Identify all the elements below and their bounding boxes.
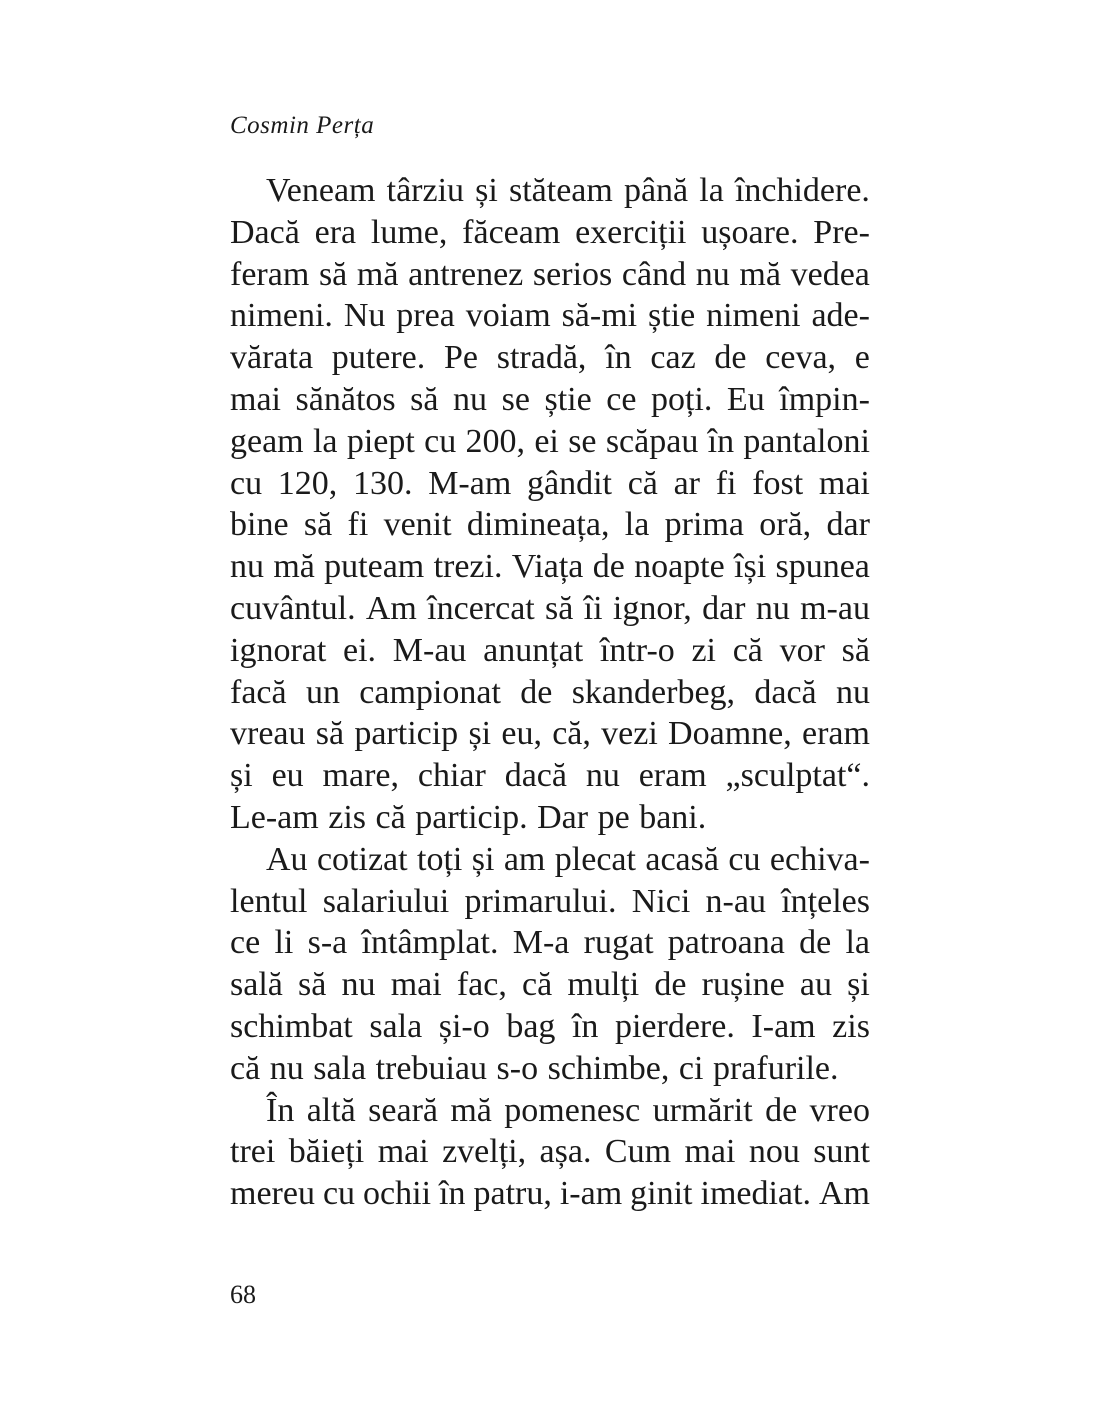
word: prafurile. [712, 1049, 839, 1087]
text-line [230, 212, 870, 254]
word: patru, [473, 1175, 552, 1213]
running-head-author: Cosmin Perța [230, 112, 375, 139]
word: sunt [813, 1133, 870, 1171]
text-line [230, 337, 870, 379]
word: până [623, 172, 689, 209]
text-line [230, 713, 870, 755]
word: de [520, 673, 553, 711]
text-line [230, 588, 870, 630]
word: caz [650, 339, 696, 377]
word: ei. [343, 631, 377, 669]
word: pe [597, 798, 630, 836]
word: ceva, [765, 339, 837, 377]
word: În [266, 1091, 295, 1129]
word: mă [356, 255, 399, 293]
word: vedea [790, 255, 870, 293]
word: facă [230, 673, 287, 711]
word: feram [230, 255, 310, 293]
word: și [468, 715, 492, 753]
word: M-au [392, 631, 467, 669]
word: că, [552, 715, 591, 753]
word: trei [230, 1133, 276, 1171]
word: să-mi [561, 297, 638, 335]
word: mă [739, 255, 781, 293]
text-line [230, 1131, 870, 1173]
word: mai [390, 966, 442, 1004]
word: pantaloni [743, 422, 870, 460]
word: de [799, 924, 832, 962]
word: Am [365, 589, 417, 627]
word: mulți [567, 966, 640, 1004]
word: un [305, 673, 340, 711]
word: Veneam [266, 172, 376, 209]
word: eram [801, 715, 870, 753]
word: la [699, 172, 724, 209]
word: nu [755, 589, 790, 627]
word: nimeni [706, 297, 801, 335]
word: mai [818, 464, 870, 502]
word: campionat [359, 673, 501, 711]
word: cu [728, 840, 761, 878]
word: să [318, 255, 348, 293]
word: ci [678, 1049, 704, 1087]
word: piept [346, 422, 415, 460]
word: sală [230, 966, 283, 1004]
word: că [732, 631, 763, 669]
word: lume, [370, 213, 448, 251]
word: întâmplat. [361, 924, 499, 962]
word: Pre- [813, 213, 870, 251]
word: trebuiau [375, 1049, 487, 1087]
word: 120, [277, 464, 338, 502]
word: nu [695, 255, 730, 293]
word: Le-am [230, 798, 319, 836]
word: oră, [759, 506, 812, 544]
text-line [230, 922, 870, 964]
word: în [605, 339, 632, 377]
word: că [375, 798, 406, 836]
word: eram [638, 757, 707, 795]
word: Dar [537, 798, 589, 836]
word: serios [532, 255, 613, 293]
word: sala [313, 1049, 367, 1087]
word: stradă, [496, 339, 587, 377]
word: m-au [800, 589, 870, 627]
word: anunțat [483, 631, 584, 669]
word: mai [230, 380, 281, 418]
word: Au [266, 840, 308, 878]
word: știe [648, 297, 696, 335]
word: să [298, 966, 327, 1004]
word: cu [230, 464, 263, 502]
word: ei [534, 422, 559, 460]
word: sala [369, 1007, 423, 1045]
word: patroana [667, 924, 785, 962]
word: e [854, 339, 870, 377]
word: la [845, 924, 870, 962]
word: ginit [630, 1175, 693, 1213]
word: în [707, 422, 735, 460]
word: zis [328, 798, 367, 836]
text-line [230, 504, 870, 546]
word: nou [748, 1133, 800, 1171]
word: că [627, 464, 658, 502]
word: am [503, 840, 546, 878]
word: vor [779, 631, 825, 669]
word: rugat [583, 924, 654, 962]
word: să [315, 715, 345, 753]
word: antrenez [408, 255, 524, 293]
word: stăteam [508, 172, 613, 209]
word: Pe [444, 339, 478, 377]
word: vezi [601, 715, 658, 753]
word: Nu [343, 297, 386, 335]
word: bag [506, 1007, 556, 1045]
word: gândit [527, 464, 612, 502]
word: n-au [705, 882, 766, 920]
word: mare, [322, 757, 399, 795]
word: mereu [230, 1175, 315, 1213]
word: i-am [559, 1175, 623, 1213]
word: înțeles [781, 882, 870, 920]
word: prea [396, 297, 455, 335]
word: Cum [604, 1133, 672, 1171]
word: încercat [427, 589, 535, 627]
word: geam [230, 422, 304, 460]
word: pomenesc [504, 1091, 641, 1129]
word: în [571, 1007, 599, 1045]
word: că [230, 1049, 261, 1087]
text-line [230, 797, 870, 839]
word: și [230, 757, 253, 795]
word: noapte [634, 548, 725, 586]
word: 130. [353, 464, 413, 502]
word: îi [583, 589, 603, 627]
word: Am [818, 1175, 870, 1213]
word: așa. [539, 1133, 592, 1171]
word: cu [424, 422, 457, 460]
word: echiva- [769, 840, 870, 878]
word: se [568, 422, 597, 460]
word: ignor, [612, 589, 692, 627]
word: vreo [809, 1091, 870, 1129]
word: „sculptat“. [725, 757, 870, 795]
word: s-o [496, 1049, 539, 1087]
text-line [230, 672, 870, 714]
word: zi [691, 631, 717, 669]
word: și-o [438, 1007, 490, 1045]
page-number: 68 [230, 1280, 256, 1309]
body-text [230, 170, 870, 1215]
word: ușoare. [701, 213, 799, 251]
word: Viața [511, 548, 584, 586]
word: ce [606, 380, 637, 418]
word: salariului [322, 882, 450, 920]
text-line [230, 295, 870, 337]
text-line [230, 964, 870, 1006]
word: imediat. [700, 1175, 811, 1213]
word: vreau [230, 715, 306, 753]
word: M-a [512, 924, 570, 962]
word: făceam [462, 213, 561, 251]
word: și [847, 966, 870, 1004]
word: eu [271, 757, 304, 795]
text-line [230, 254, 870, 296]
word: ignorat [230, 631, 327, 669]
word: Doamne, [668, 715, 792, 753]
word: nu [230, 548, 264, 586]
word: ar [673, 464, 700, 502]
text-line [230, 463, 870, 505]
word: prima [664, 506, 744, 544]
word: și [475, 172, 498, 209]
word: fost [752, 464, 804, 502]
word: de [765, 1091, 798, 1129]
word: se [501, 380, 530, 418]
word: la [312, 422, 338, 460]
word: fi [347, 506, 369, 544]
word: plecat [554, 840, 636, 878]
word: nimeni. [230, 297, 333, 335]
word: dacă [504, 757, 567, 795]
word: schimbe, [547, 1049, 670, 1087]
word: primarului. [464, 882, 617, 920]
word: știe [544, 380, 592, 418]
word: toți [417, 840, 463, 878]
word: mă [273, 548, 315, 586]
word: mai [684, 1133, 736, 1171]
word: dacă [754, 673, 817, 711]
word: chiar [417, 757, 486, 795]
word: cu [322, 1175, 356, 1213]
word: nu [341, 966, 376, 1004]
word: ade- [811, 297, 870, 335]
text-line [230, 421, 870, 463]
text-line [230, 1006, 870, 1048]
text-line [230, 1048, 870, 1090]
text-line [230, 379, 870, 421]
word: 200, [465, 422, 526, 460]
word: împin- [779, 380, 870, 418]
word: zvelți, [442, 1133, 527, 1171]
word: bine [230, 506, 289, 544]
word: închidere. [734, 172, 870, 209]
word: nu [269, 1049, 304, 1087]
word: într-o [599, 631, 675, 669]
word: ochii [363, 1175, 432, 1213]
word: la [624, 506, 650, 544]
word: li [274, 924, 294, 962]
text-line [230, 630, 870, 672]
word: târziu [386, 172, 465, 209]
word: nu [836, 673, 870, 711]
word: seară [368, 1091, 438, 1129]
word: exerciții [575, 213, 687, 251]
word: voiam [465, 297, 551, 335]
word: să [303, 506, 333, 544]
word: eu, [501, 715, 542, 753]
word: skanderbeg, [571, 673, 736, 711]
word: dar [702, 589, 746, 627]
text-line [230, 1173, 870, 1215]
word: că [522, 966, 553, 1004]
word: Nici [631, 882, 691, 920]
word: Dacă [230, 213, 300, 251]
word: și [471, 840, 495, 878]
word: lentul [230, 882, 308, 920]
word: Eu [726, 380, 765, 418]
word: cuvântul. [230, 589, 356, 627]
text-line [230, 170, 870, 212]
text-line [230, 755, 870, 797]
word: particip. [415, 798, 528, 836]
word: zis [832, 1007, 870, 1045]
word: au [799, 966, 832, 1004]
word: dimineața, [466, 506, 610, 544]
word: bani. [639, 798, 707, 836]
word: în [439, 1175, 466, 1213]
word: trezi. [433, 548, 503, 586]
word: mă [450, 1091, 492, 1129]
word: când [621, 255, 687, 293]
text-line [230, 839, 870, 881]
word: să [841, 631, 870, 669]
word: de [654, 966, 687, 1004]
word: de [592, 548, 625, 586]
word: M-am [428, 464, 512, 502]
word: altă [306, 1091, 356, 1129]
word: urmărit [652, 1091, 753, 1129]
word: particip [354, 715, 459, 753]
word: nu [453, 380, 488, 418]
word: cotizat [316, 840, 408, 878]
word: schimbat [230, 1007, 353, 1045]
word: băieți [288, 1133, 365, 1171]
word: de [714, 339, 747, 377]
word: spunea [775, 548, 870, 586]
word: vărata [230, 339, 314, 377]
word: s-a [307, 924, 348, 962]
word: mai [377, 1133, 429, 1171]
word: puteam [324, 548, 425, 586]
word: nu [585, 757, 620, 795]
word: pierdere. [614, 1007, 735, 1045]
word: venit [383, 506, 452, 544]
word: poți. [650, 380, 713, 418]
word: dar [826, 506, 870, 544]
text-line [230, 881, 870, 923]
word: își [734, 548, 767, 586]
word: sănătos [295, 380, 396, 418]
word: putere. [331, 339, 426, 377]
word: I-am [751, 1007, 816, 1045]
word: să [545, 589, 574, 627]
text-line [230, 1090, 870, 1132]
word: ce [230, 924, 261, 962]
word: fac, [456, 966, 507, 1004]
text-line [230, 546, 870, 588]
word: era [314, 213, 357, 251]
word: acasă [645, 840, 719, 878]
word: fi [715, 464, 737, 502]
word: să [410, 380, 439, 418]
word: scăpau [605, 422, 699, 460]
word: rușine [701, 966, 785, 1004]
